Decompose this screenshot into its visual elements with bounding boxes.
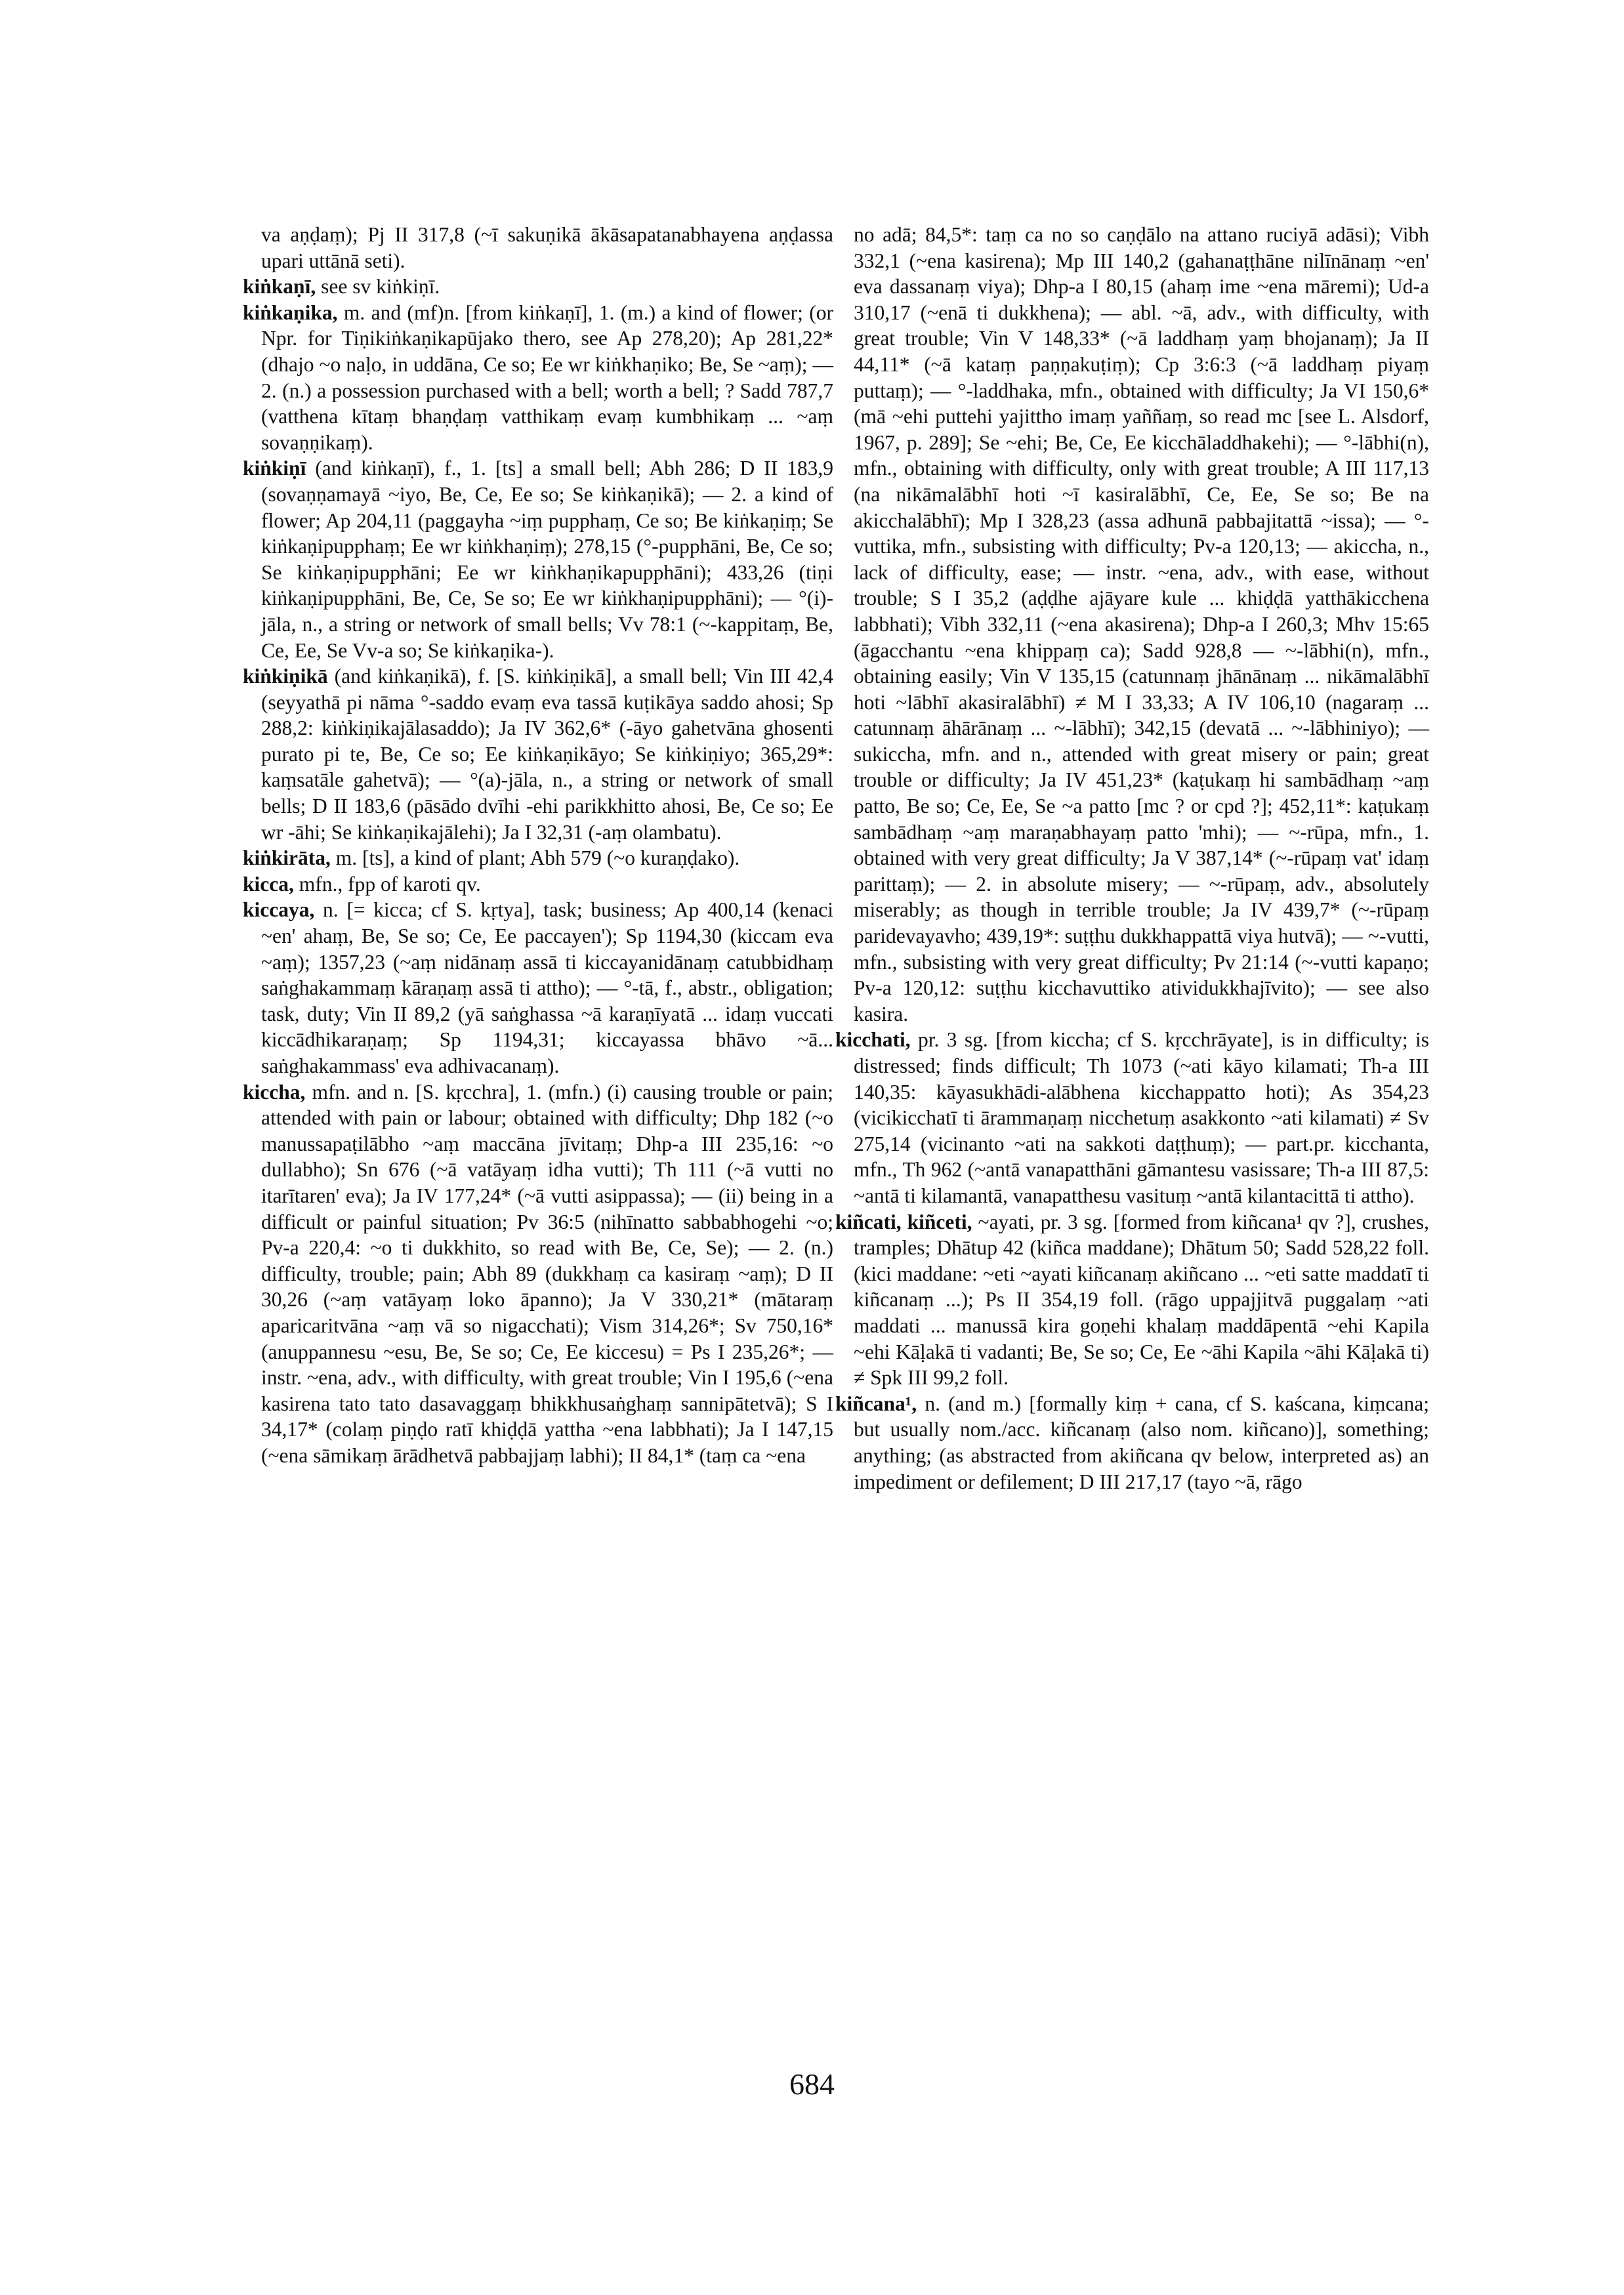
dictionary-entry-kicca (243, 871, 833, 898)
entry-text: mfn., fpp of karoti qv. (293, 872, 481, 896)
headword: kiṅkaṇī, (243, 275, 316, 299)
headword: kiñcati, kiñceti, (835, 1210, 972, 1233)
dictionary-entry-kincana (835, 1391, 1429, 1495)
dictionary-entry-kincati (835, 1209, 1429, 1391)
dictionary-entry-kinkirata (243, 845, 833, 871)
entry-text: m. and (mf)n. [from kiṅkaṇī], 1. (m.) a kind of flower; (or Npr. for Tiṇikiṅkaṇikapūjako thero, see Ap 278,20); Ap 281,22* (dhajo ~o naḷo, in uddāna, Ce so; Ee wr kiṅkhaṇiko; Be, Se ~aṃ); — 2. (n.) a possession purchased with a bell; worth a bell; ? Sadd 787,7 (vatthena kītaṃ bhaṇḍaṃ vatthikaṃ evaṃ kumbhikaṃ ... ~aṃ sovaṇṇikaṃ). (261, 300, 833, 454)
dictionary-entry-kicchati (835, 1027, 1429, 1209)
headword: kicca, (243, 872, 294, 896)
entry-continuation: va aṇḍaṃ); Pj II 317,8 (~ī sakuṇikā ākāsapatanabhayena aṇḍassa upari uttānā seti). (261, 223, 833, 272)
page-number: 684 (789, 2067, 835, 2101)
dictionary-entry-kinkani (243, 274, 833, 300)
headword: kicchati, (835, 1028, 911, 1052)
left-column (243, 222, 833, 1469)
headword: kiñcana¹, (835, 1392, 917, 1415)
headword: kiṅkiṇikā (243, 665, 328, 688)
entry-continuation: no adā; 84,5*: taṃ ca no so caṇḍālo na attano ruciyā adāsi); Vibh 332,1 (~ena kasirena); Mp III 140,2 (gahanaṭṭhāne nilīnānaṃ ~en' eva dassanaṃ viya); Dhp-a I 80,15 (ahaṃ ime ~ena māremi); Ud-a 310,17 (~enā ti dukkhena); — abl. ~ā, adv., with difficulty, with great trouble; Vin V 148,33* (~ā laddhaṃ yaṃ bhojanaṃ); Ja II 44,11* (~ā kataṃ paṇṇakuṭiṃ); Cp 3:6:3 (~ā laddhaṃ piyaṃ puttaṃ); — °-laddhaka, mfn., obtained with difficulty; Ja VI 150,6* (mā ~ehi puttehi yajittho imaṃ yaññaṃ, so read mc [see L. Alsdorf, 1967, p. 289]; Se ~ehi; Be, Ce, Ee kicchāladdhakehi); — °-lābhi(n), mfn., obtaining with difficulty, only with great trouble; A III 117,13 (na nikāmalābhī hoti ~ī kasiralābhī, Ce, Ee, Se so; Be na akicchalābhī); Mp I 328,23 (assa adhunā pabbajitattā ~issa); — °-vuttika, mfn., subsisting with difficulty; Pv-a 120,13; — akiccha, n., lack of difficulty, ease; — instr. ~ena, adv., with ease, without trouble; S I 35,2 (aḍḍhe ajāyare kule ... khiḍḍā yatthākicchena labbhati); Vibh 332,11 (~ena akasirena); Dhp-a I 260,3; Mhv 15:65 (āgacchantu ~ena khippaṃ ca); Sadd 928,8 — ~-lābhi(n), mfn., obtaining easily; Vin V 135,15 (catunnaṃ jhānānaṃ ... nikāmalābhī hoti ~lābhī akasiralābhī) ≠ M I 33,33; A IV 106,10 (nagaraṃ ... catunnaṃ āhārānaṃ ... ~-lābhī); 342,15 (devatā ... ~-lābhiniyo); — sukiccha, mfn. and n., attended with great misery or pain; great trouble or difficulty; Ja IV 451,23* (kaṭukaṃ hi sambādhaṃ ~aṃ patto, Be so; Ce, Ee, Se ~a patto [mc ? or cpd ?]; 452,11*: kaṭukaṃ sambādhaṃ ~aṃ maraṇabhayaṃ patto 'mhi); — ~-rūpa, mfn., 1. obtained with very great difficulty; Ja V 387,14* (~-rūpaṃ vat' idaṃ parittaṃ); — 2. in absolute misery; — ~-rūpaṃ, adv., absolutely miserably; as though in terrible trouble; Ja IV 439,7* (~-rūpaṃ paridevayavho; 439,19*: suṭṭhu dukkhappattā viya hutvā); — ~-vutti, mfn., subsisting with very great difficulty; Pv 21:14 (~-vutti kapaṇo; Pv-a 120,12: suṭṭhu kicchavuttiko atividukkhajīvito); — see also kasira. (854, 223, 1429, 1025)
headword: kiṅkiṇī (243, 457, 306, 480)
right-column (835, 222, 1429, 1495)
headword: kiccha, (243, 1080, 306, 1104)
headword: kiṅkirāta, (243, 846, 331, 870)
entry-text: n. [= kicca; cf S. kṛtya], task; business; Ap 400,14 (kenaci ~en' ahaṃ, Be, Se so; Ce, Ee paccayen'); Sp 1194,30 (kiccam eva ~aṃ); 1357,23 (~aṃ nidānaṃ assā ti kiccayanidānaṃ catubbidhaṃ saṅghakammaṃ kāraṇaṃ assā ti attho); — °-tā, f., abstr., obligation; task, duty; Vin II 89,2 (yā saṅghassa ~ā karaṇīyatā ... idaṃ vuccati kiccādhikaraṇaṃ; Sp 1194,31; kiccayassa bhāvo ~ā... saṅghakammass' eva adhivacanaṃ). (261, 898, 833, 1077)
entry-text: ~ayati, pr. 3 sg. [formed from kiñcana¹ qv ?], crushes, tramples; Dhātup 42 (kiñca maddane); Dhātum 50; Sadd 528,22 foll. (kici maddane: ~eti ~ayati kiñcanaṃ akiñcano ... ~eti satte maddatī ti kiñcanaṃ ...); Ps II 354,19 foll. (rāgo uppajjitvā puggalaṃ ~ati maddati ... manussā kira goṇehi khalaṃ maddāpentā ~ehi Kapila ~ehi Kāḷakā ti vadanti; Be, Se so; Ce, Ee ~āhi Kapila ~āhi Kāḷakā ti) ≠ Spk III 99,2 foll. (854, 1210, 1429, 1390)
dictionary-entry-kinkini (243, 455, 833, 663)
headword: kiṅkaṇika, (243, 300, 338, 324)
entry-text: (and kiṅkaṇikā), f. [S. kiṅkiṇikā], a small bell; Vin III 42,4 (seyyathā pi nāma °-saddo evaṃ eva tassā kuṭikāya saddo ahosi; Sp 288,2: kiṅkiṇikajālasaddo); Ja IV 362,6* (-āyo gahetvāna ghosenti purato pi te, Be, Ce so; Ee kiṅkaṇikāyo; Se kiṅkiṇiyo; 365,29*: kaṃsatāle gahetvā); — °(a)-jāla, n., a string or network of small bells; D II 183,6 (pāsādo dvīhi -ehi parikkhitto ahosi, Be, Ce so; Ee wr -āhi; Se kiṅkaṇikajālehi); Ja I 32,31 (-aṃ olambatu). (261, 665, 833, 844)
dictionary-entry-kiccha (243, 1079, 833, 1469)
entry-text: m. [ts], a kind of plant; Abh 579 (~o kuraṇḍako). (330, 846, 740, 870)
entry-text: (and kiṅkaṇī), f., 1. [ts] a small bell; Abh 286; D II 183,9 (sovaṇṇamayā ~iyo, Be, Ce, Ee so; Se kiṅkaṇikā); — 2. a kind of flower; Ap 204,11 (paggayha ~iṃ pupphaṃ, Ce so; Be kiṅkaṇiṃ; Se kiṅkaṇipupphaṃ; Ee wr kiṅkhaṇiṃ); 278,15 (°-pupphāni, Be, Ce so; Se kiṅkaṇipupphāni; Ee wr kiṅkhaṇikapupphāni); 433,26 (tiṇi kiṅkaṇipupphāni, Be, Ce, Se so; Ee wr kiṅkhaṇipupphāni); — °(i)-jāla, n., a string or network of small bells; Vv 78:1 (~-kappitaṃ, Be, Ce, Ee, Se Vv-a so; Se kiṅkaṇika-). (261, 457, 833, 662)
dictionary-entry-kiccaya (243, 897, 833, 1079)
headword: kiccaya, (243, 898, 315, 922)
entry-text: n. (and m.) [formally kiṃ + cana, cf S. kaścana, kiṃcana; but usually nom./acc. kiñcanaṃ (also nom. kiñcano)], something; anything; (as abstracted from akiñcana qv below, interpreted as) an impediment or defilement; D III 217,17 (tayo ~ā, rāgo (854, 1392, 1429, 1493)
entry-text: see sv kiṅkiṇī. (316, 275, 440, 299)
dictionary-entry-kinkinika (243, 663, 833, 845)
entry-text: mfn. and n. [S. kṛcchra], 1. (mfn.) (i) causing trouble or pain; attended with pain or labour; obtained with difficulty; Dhp 182 (~o manussapaṭilābho ~aṃ maccāna jīvitaṃ; Dhp-a III 235,16: ~o dullabho); Sn 676 (~ā vatāyaṃ idha vutti); Th 111 (~ā vutti no itarītaren' eva); Ja IV 177,24* (~ā vutti asippassa); — (ii) being in a difficult or painful situation; Pv 36:5 (nihīnatto sabbabhogehi ~o; Pv-a 220,4: ~o ti dukkhito, so read with Be, Ce, Se); — 2. (n.) difficulty, trouble; pain; Abh 89 (dukkhaṃ ca kasiraṃ ~aṃ); D II 30,26 (~aṃ vatāyaṃ loko āpanno); Ja V 330,21* (mātaraṃ aparicaritvāna ~aṃ vā so nigacchati); Vism 314,26*; Sv 750,16* (anuppannesu ~esu, Be, Se so; Ce, Ee kiccesu) = Ps I 235,26*; — instr. ~ena, adv., with difficulty, with great trouble; Vin I 195,6 (~ena kasirena tato tato dasavaggaṃ bhikkhusaṅghaṃ sannipātetvā); S I 34,17* (colaṃ piṇḍo ratī khiḍḍā yattha ~ena labbhati); Ja I 147,15 (~ena sāmikaṃ ārādhetvā pabbajjaṃ labhi); II 84,1* (taṃ ca ~ena (261, 1080, 833, 1467)
dictionary-entry-kinkanika (243, 300, 833, 456)
entry-text: pr. 3 sg. [from kiccha; cf S. kṛcchrāyate], is in difficulty; is distressed; finds difficult; Th 1073 (~ati kāyo kilamati; Th-a III 140,35: kāyasukhādi-alābhena kicchappatto hoti); As 354,23 (vicikicchatī ti ārammaṇaṃ nicchetuṃ asakkonto ~ati kilamati) ≠ Sv 275,14 (vicinanto ~ati na sakkoti daṭṭhuṃ); — part.pr. kicchanta, mfn., Th 962 (~antā vanapatthāni gāmantesu vasissare; Th-a III 87,5: ~antā ti kilamantā, vanapatthesu vasituṃ ~antā kilantacittā ti attho). (854, 1028, 1429, 1207)
